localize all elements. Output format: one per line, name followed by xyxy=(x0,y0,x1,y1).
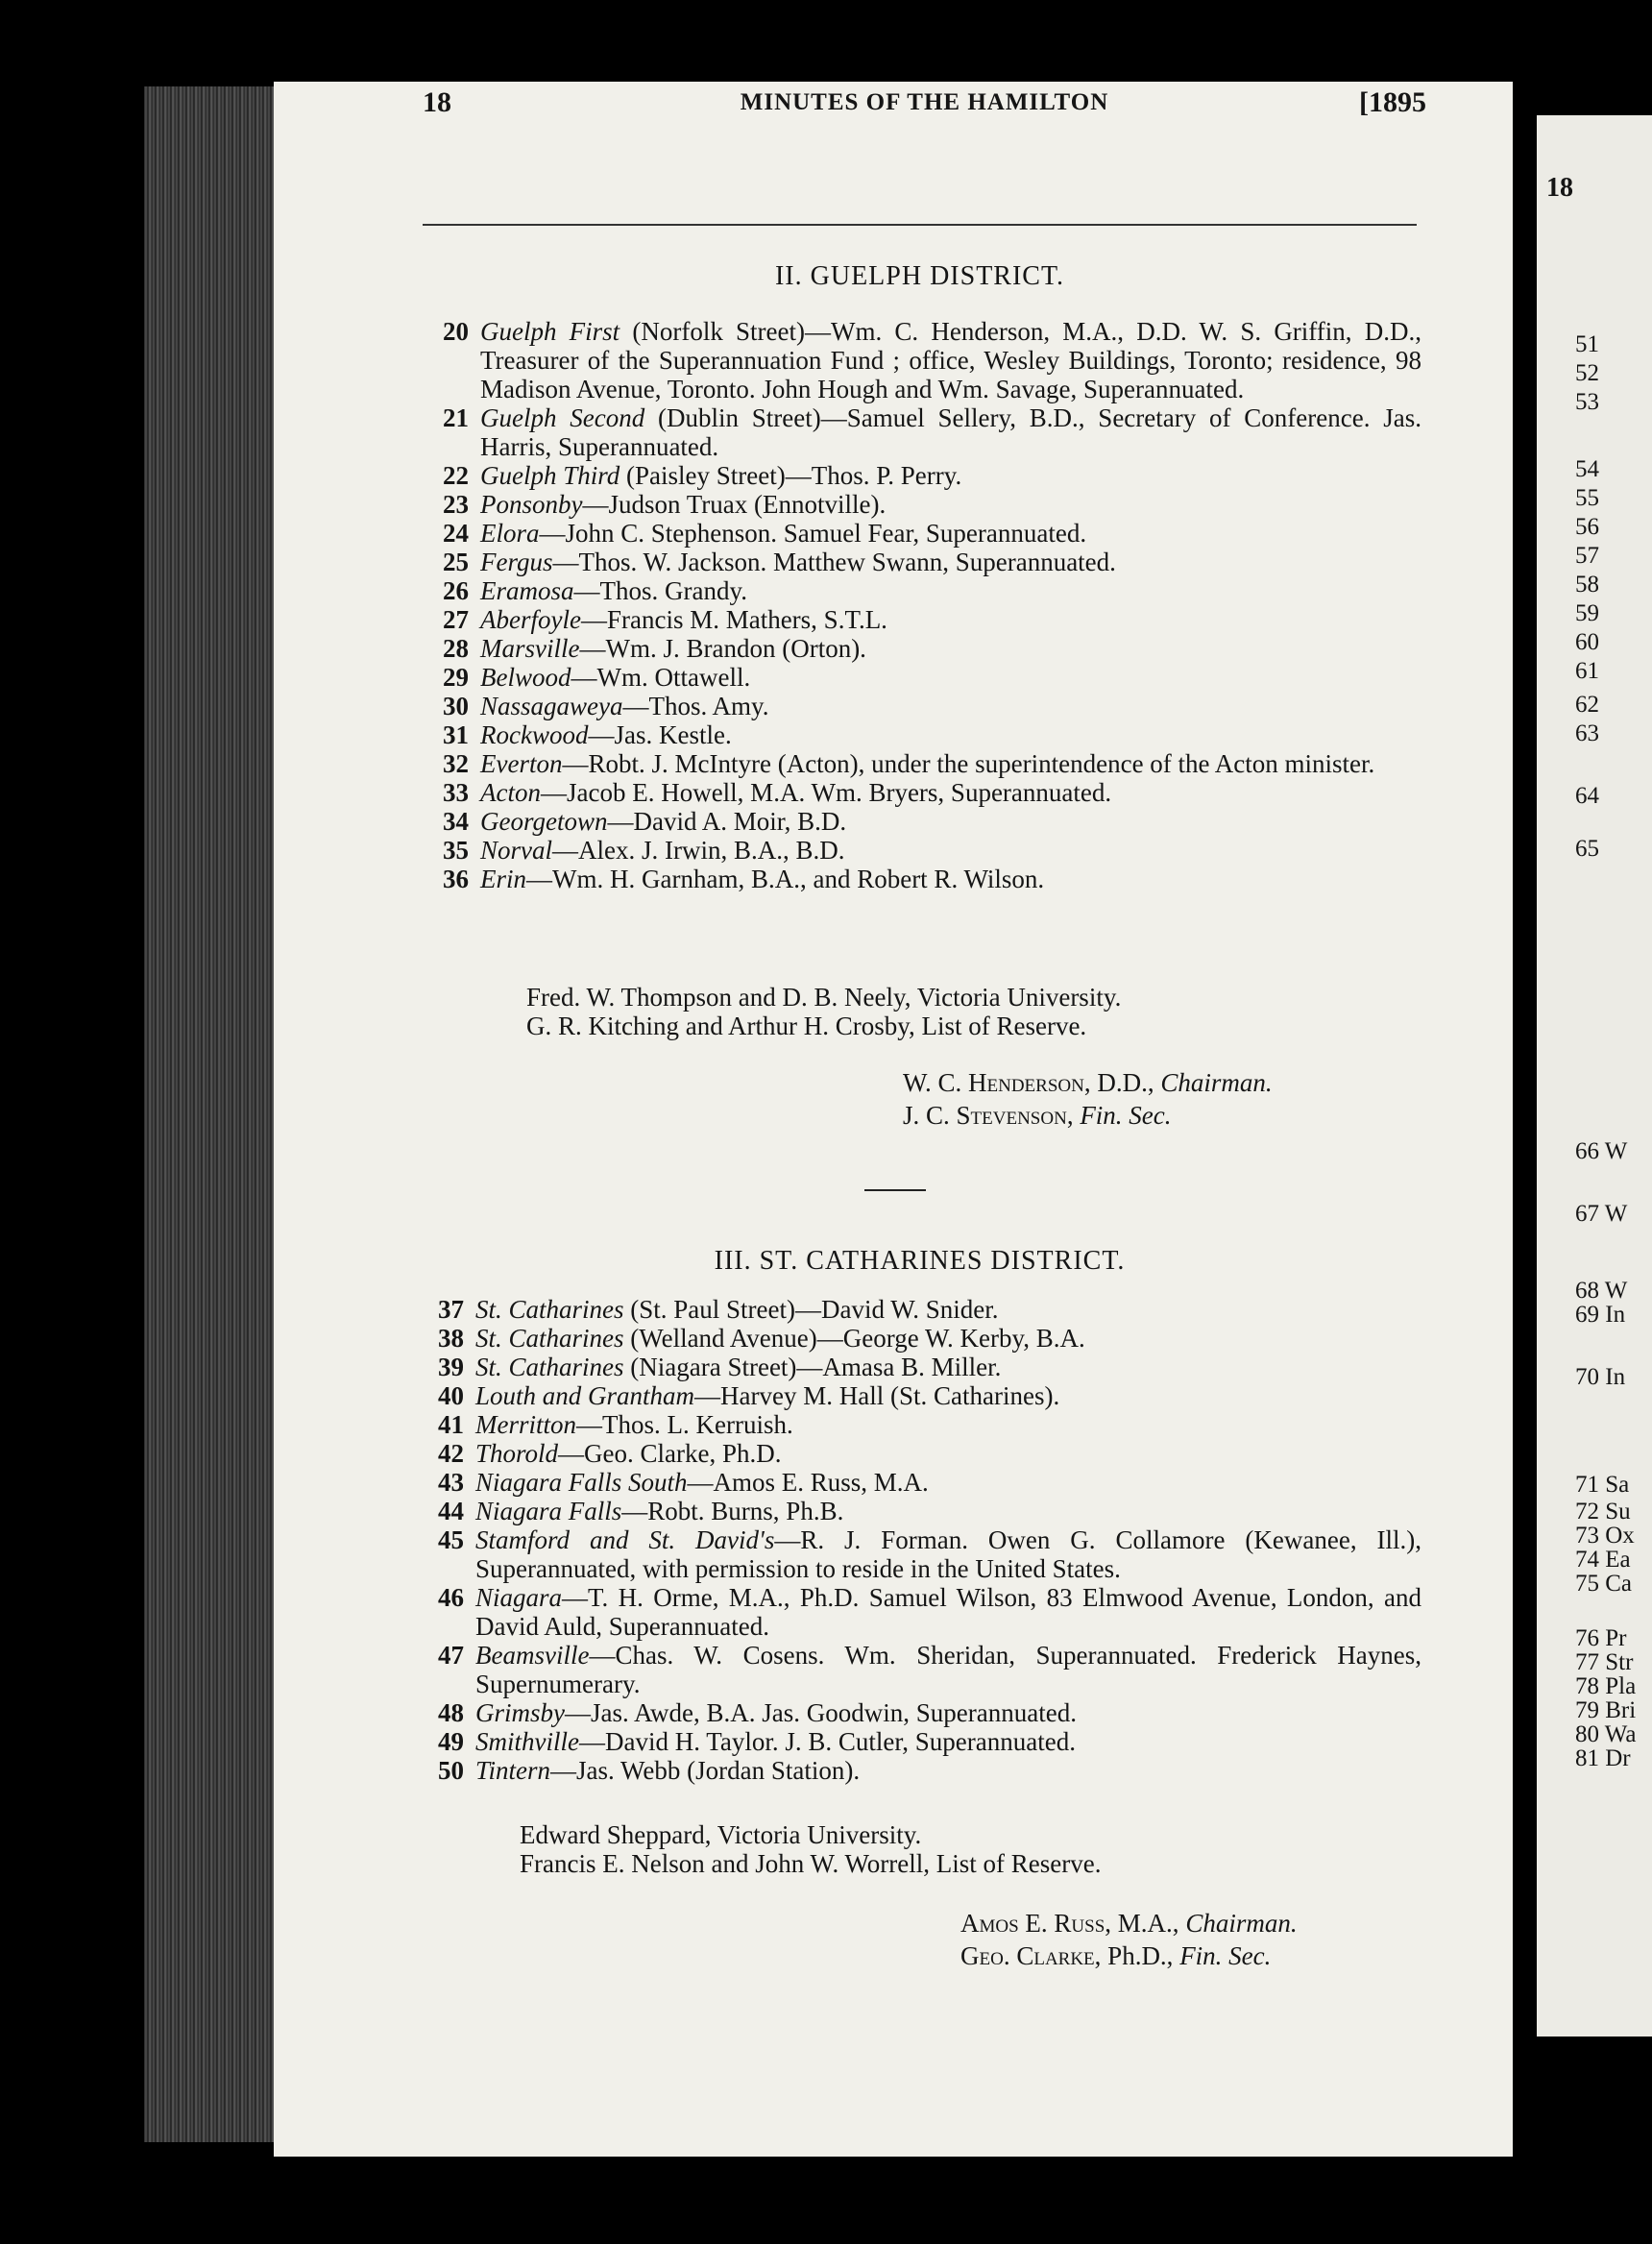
entry-number: 43 xyxy=(438,1468,464,1497)
entry-text xyxy=(480,865,1421,893)
circuit-name: Stamford and St. David's xyxy=(475,1525,775,1554)
entry-number: 42 xyxy=(438,1439,464,1468)
entry-number: 50 xyxy=(438,1756,464,1785)
circuit-name: Guelph First xyxy=(480,317,620,346)
entry-text xyxy=(480,576,1421,605)
entry-number: 48 xyxy=(438,1698,464,1727)
appointment-text: —Jas. Webb (Jordan Station). xyxy=(550,1756,861,1785)
circuit-name: Fergus xyxy=(480,548,553,576)
adjacent-page-line: 72 Su xyxy=(1575,1499,1631,1524)
entry-text xyxy=(475,1295,1421,1324)
appointment-text: —David A. Moir, B.D. xyxy=(607,807,847,836)
circuit-entry xyxy=(418,1525,1421,1583)
circuit-name: Elora xyxy=(480,519,540,548)
circuit-entry xyxy=(423,807,1421,836)
entry-number: 27 xyxy=(443,605,469,634)
adjacent-page-line: 74 Ea xyxy=(1575,1547,1631,1573)
appointment-text: (Welland Avenue)—George W. Kerby, B.A. xyxy=(623,1324,1085,1353)
adjacent-page-line: 51 xyxy=(1575,331,1599,357)
entry-number: 38 xyxy=(438,1324,464,1353)
adjacent-page-line: 61 xyxy=(1575,658,1599,684)
appointment-text: —Robt. J. McIntyre (Acton), under the superintendence of the Acton minister. xyxy=(562,749,1375,778)
entry-text xyxy=(480,692,1421,720)
adjacent-page-line: 81 Dr xyxy=(1575,1745,1631,1771)
circuit-entry xyxy=(423,490,1421,519)
adjacent-page-line: 66 W xyxy=(1575,1138,1628,1164)
entry-text xyxy=(480,720,1421,749)
circuit-name: Everton xyxy=(480,749,563,778)
circuit-entry xyxy=(423,749,1421,778)
adjacent-page-line: 78 Pla xyxy=(1575,1673,1637,1699)
adjacent-page-line: 80 Wa xyxy=(1575,1721,1637,1747)
circuit-name: Ponsonby xyxy=(480,490,583,519)
note-line: Fred. W. Thompson and D. B. Neely, Victoria University. xyxy=(526,983,1122,1012)
entry-text xyxy=(475,1641,1421,1698)
header-rule xyxy=(423,224,1417,226)
circuit-name: Guelph Second xyxy=(480,403,645,432)
adjacent-page-line: 71 Sa xyxy=(1575,1472,1630,1498)
adjacent-page xyxy=(1537,115,1652,2037)
circuit-entry xyxy=(423,692,1421,720)
stcatharines-entries xyxy=(418,1295,1421,1785)
appointment-text: —Wm. Ottawell. xyxy=(571,663,751,692)
chairman-signature: Amos E. Russ, M.A., Chairman. xyxy=(960,1909,1298,1938)
appointment-text: (Niagara Street)—Amasa B. Miller. xyxy=(623,1353,1002,1381)
entry-text xyxy=(480,519,1421,548)
circuit-name: Louth and Grantham xyxy=(475,1381,695,1410)
entry-number: 25 xyxy=(443,548,469,576)
entry-number: 41 xyxy=(438,1410,464,1439)
circuit-name: Marsville xyxy=(480,634,580,663)
circuit-name: Georgetown xyxy=(480,807,608,836)
appointment-text: —Harvey M. Hall (St. Catharines). xyxy=(694,1381,1060,1410)
adjacent-page-line: 68 W xyxy=(1575,1278,1628,1304)
circuit-name: Grimsby xyxy=(475,1698,565,1727)
circuit-name: Thorold xyxy=(475,1439,559,1468)
adjacent-page-line: 63 xyxy=(1575,720,1599,746)
entry-number: 35 xyxy=(443,836,469,865)
adjacent-page-line: 52 xyxy=(1575,360,1599,386)
appointment-text: —Wm. J. Brandon (Orton). xyxy=(579,634,866,663)
appointment-text: —Francis M. Mathers, S.T.L. xyxy=(580,605,887,634)
entry-text xyxy=(480,807,1421,836)
entry-text xyxy=(480,317,1421,403)
entry-number: 36 xyxy=(443,865,469,893)
circuit-name: Niagara Falls South xyxy=(475,1468,688,1497)
circuit-name: Aberfoyle xyxy=(480,605,581,634)
entry-number: 20 xyxy=(443,317,469,346)
entry-text xyxy=(475,1439,1421,1468)
entry-text xyxy=(480,548,1421,576)
circuit-name: Merritton xyxy=(475,1410,576,1439)
circuit-entry xyxy=(423,519,1421,548)
entry-number: 37 xyxy=(438,1295,464,1324)
adjacent-page-line: 67 W xyxy=(1575,1201,1628,1227)
circuit-name: Norval xyxy=(480,836,553,865)
circuit-entry xyxy=(418,1583,1421,1641)
appointment-text: —Thos. Amy. xyxy=(622,692,769,720)
adjacent-page-line: 60 xyxy=(1575,629,1599,655)
adjacent-page-line: 62 xyxy=(1575,692,1599,718)
adjacent-page-line: 76 Pr xyxy=(1575,1625,1627,1651)
appointment-text: (St. Paul Street)—David W. Snider. xyxy=(623,1295,999,1324)
entry-text xyxy=(475,1583,1421,1641)
appointment-text: —Jas. Kestle. xyxy=(588,720,732,749)
fin-sec-signature: Geo. Clarke, Ph.D., Fin. Sec. xyxy=(960,1941,1272,1970)
circuit-name: St. Catharines xyxy=(475,1324,624,1353)
entry-text xyxy=(475,1525,1421,1583)
appointment-text: —Geo. Clarke, Ph.D. xyxy=(558,1439,782,1468)
stcatharines-notes xyxy=(520,1820,1101,1878)
entry-text xyxy=(475,1468,1421,1497)
appointment-text: —T. H. Orme, M.A., Ph.D. Samuel Wilson, 83 Elmwood Avenue, London, and David Auld, Superannuated. xyxy=(475,1583,1421,1641)
circuit-entry xyxy=(418,1295,1421,1324)
entry-text xyxy=(480,634,1421,663)
circuit-entry xyxy=(423,576,1421,605)
adjacent-page-line: 57 xyxy=(1575,543,1599,569)
appointment-text: —Thos. Grandy. xyxy=(573,576,747,605)
adjacent-page-line: 69 In xyxy=(1575,1302,1626,1328)
entry-text xyxy=(480,490,1421,519)
entry-text xyxy=(475,1756,1421,1785)
entry-number: 40 xyxy=(438,1381,464,1410)
adjacent-page-line: 70 In xyxy=(1575,1364,1626,1390)
appointment-text: —Alex. J. Irwin, B.A., B.D. xyxy=(552,836,845,865)
entry-number: 34 xyxy=(443,807,469,836)
circuit-name: Eramosa xyxy=(480,576,574,605)
entry-text xyxy=(475,1727,1421,1756)
circuit-name: Tintern xyxy=(475,1756,551,1785)
circuit-entry xyxy=(418,1439,1421,1468)
entry-text xyxy=(480,836,1421,865)
adjacent-page-line: 56 xyxy=(1575,514,1599,540)
page-header xyxy=(423,86,1426,125)
adjacent-page-line: 54 xyxy=(1575,456,1599,482)
circuit-entry xyxy=(423,663,1421,692)
circuit-entry xyxy=(423,634,1421,663)
entry-number: 21 xyxy=(443,403,469,432)
circuit-entry xyxy=(423,317,1421,403)
circuit-name: Smithville xyxy=(475,1727,579,1756)
entry-text xyxy=(480,461,1421,490)
circuit-name: Niagara Falls xyxy=(475,1497,622,1525)
appointment-text: —Jacob E. Howell, M.A. Wm. Bryers, Superannuated. xyxy=(540,778,1112,807)
circuit-name: Guelph Third xyxy=(480,461,620,490)
circuit-entry xyxy=(423,548,1421,576)
entry-number: 45 xyxy=(438,1525,464,1554)
adjacent-page-line: 18 xyxy=(1546,173,1573,203)
stcatharines-signatures xyxy=(960,1907,1298,1972)
entry-text xyxy=(480,605,1421,634)
entry-number: 28 xyxy=(443,634,469,663)
entry-text xyxy=(475,1353,1421,1381)
entry-text xyxy=(475,1381,1421,1410)
entry-text xyxy=(480,663,1421,692)
entry-number: 49 xyxy=(438,1727,464,1756)
circuit-entry xyxy=(418,1497,1421,1525)
entry-text xyxy=(475,1324,1421,1353)
adjacent-page-line: 79 Bri xyxy=(1575,1697,1637,1723)
entry-text xyxy=(480,778,1421,807)
entry-number: 24 xyxy=(443,519,469,548)
guelph-notes xyxy=(526,983,1121,1040)
circuit-entry xyxy=(418,1381,1421,1410)
guelph-signatures xyxy=(903,1066,1273,1132)
page-year: [1895 xyxy=(1359,86,1426,118)
note-line: Francis E. Nelson and John W. Worrell, List of Reserve. xyxy=(520,1849,1102,1878)
entry-text xyxy=(480,749,1421,778)
entry-number: 29 xyxy=(443,663,469,692)
entry-number: 46 xyxy=(438,1583,464,1612)
adjacent-page-line: 73 Ox xyxy=(1575,1523,1635,1549)
appointment-text: (Dublin Street)—Samuel Sellery, B.D., Secretary of Conference. Jas. Harris, Superannuated. xyxy=(480,403,1421,461)
adjacent-page-line: 53 xyxy=(1575,389,1599,415)
adjacent-page-line: 58 xyxy=(1575,572,1599,598)
circuit-entry xyxy=(418,1756,1421,1785)
circuit-name: Erin xyxy=(480,865,527,893)
entry-text xyxy=(475,1698,1421,1727)
appointment-text: (Norfolk Street)—Wm. C. Henderson, M.A., D.D. W. S. Griffin, D.D., Treasurer of the Superannuation Fund ; office, Wesley Buildings, Toronto; residence, 98 Madison Avenue, Toronto. John Hough and Wm. Savage, Superannuated. xyxy=(480,317,1421,403)
entry-number: 31 xyxy=(443,720,469,749)
adjacent-page-line: 77 Str xyxy=(1575,1649,1634,1675)
appointment-text: —David H. Taylor. J. B. Cutler, Superannuated. xyxy=(578,1727,1076,1756)
adjacent-page-line: 55 xyxy=(1575,485,1599,511)
page-number: 18 xyxy=(423,86,451,118)
circuit-name: Acton xyxy=(480,778,541,807)
circuit-name: Rockwood xyxy=(480,720,589,749)
entry-number: 22 xyxy=(443,461,469,490)
entry-number: 47 xyxy=(438,1641,464,1670)
circuit-entry xyxy=(423,865,1421,893)
appointment-text: —Judson Truax (Ennotville). xyxy=(582,490,887,519)
note-line: G. R. Kitching and Arthur H. Crosby, List of Reserve. xyxy=(526,1012,1087,1040)
appointment-text: —Thos. W. Jackson. Matthew Swann, Superannuated. xyxy=(552,548,1116,576)
chairman-signature: W. C. Henderson, D.D., Chairman. xyxy=(903,1068,1273,1097)
entry-text xyxy=(475,1497,1421,1525)
entry-number: 30 xyxy=(443,692,469,720)
circuit-name: Nassagaweya xyxy=(480,692,623,720)
stcatharines-district-heading: III. ST. CATHARINES DISTRICT. xyxy=(714,1246,1126,1276)
book-page-edges xyxy=(144,86,279,2142)
circuit-entry xyxy=(423,461,1421,490)
guelph-district-heading: II. GUELPH DISTRICT. xyxy=(774,261,1064,291)
running-title: MINUTES OF THE HAMILTON xyxy=(740,89,1109,115)
circuit-entry xyxy=(423,605,1421,634)
entry-text xyxy=(480,403,1421,461)
entry-text xyxy=(475,1410,1421,1439)
appointment-text: —Robt. Burns, Ph.B. xyxy=(621,1497,844,1525)
adjacent-page-line: 65 xyxy=(1575,836,1599,862)
appointment-text: —Chas. W. Cosens. Wm. Sheridan, Superannuated. Frederick Haynes, Supernumerary. xyxy=(475,1641,1421,1698)
entry-number: 39 xyxy=(438,1353,464,1381)
appointment-text: —Jas. Awde, B.A. Jas. Goodwin, Superannuated. xyxy=(565,1698,1077,1727)
circuit-entry xyxy=(423,778,1421,807)
circuit-entry xyxy=(418,1468,1421,1497)
circuit-name: St. Catharines xyxy=(475,1353,624,1381)
circuit-name: Belwood xyxy=(480,663,571,692)
adjacent-page-line: 59 xyxy=(1575,600,1599,626)
appointment-text: —Wm. H. Garnham, B.A., and Robert R. Wilson. xyxy=(526,865,1045,893)
entry-number: 33 xyxy=(443,778,469,807)
circuit-entry xyxy=(423,720,1421,749)
entry-number: 23 xyxy=(443,490,469,519)
circuit-entry xyxy=(418,1353,1421,1381)
circuit-name: St. Catharines xyxy=(475,1295,624,1324)
appointment-text: (Paisley Street)—Thos. P. Perry. xyxy=(620,461,962,490)
appointment-text: —R. J. Forman. Owen G. Collamore (Kewanee, Ill.), Superannuated, with permission to reside in the United States. xyxy=(475,1525,1421,1583)
circuit-name: Niagara xyxy=(475,1583,563,1612)
circuit-entry xyxy=(418,1641,1421,1698)
adjacent-page-line: 75 Ca xyxy=(1575,1571,1633,1597)
entry-number: 26 xyxy=(443,576,469,605)
circuit-entry xyxy=(423,403,1421,461)
circuit-entry xyxy=(418,1410,1421,1439)
entry-number: 32 xyxy=(443,749,469,778)
note-line: Edward Sheppard, Victoria University. xyxy=(520,1820,922,1849)
appointment-text: —John C. Stephenson. Samuel Fear, Superannuated. xyxy=(539,519,1087,548)
guelph-entries xyxy=(423,317,1421,893)
appointment-text: —Thos. L. Kerruish. xyxy=(576,1410,793,1439)
adjacent-page-line: 64 xyxy=(1575,783,1599,809)
fin-sec-signature: J. C. Stevenson, Fin. Sec. xyxy=(903,1101,1172,1130)
circuit-entry xyxy=(418,1727,1421,1756)
circuit-entry xyxy=(418,1324,1421,1353)
section-divider xyxy=(864,1189,926,1191)
circuit-entry xyxy=(418,1698,1421,1727)
entry-number: 44 xyxy=(438,1497,464,1525)
circuit-name: Beamsville xyxy=(475,1641,590,1670)
appointment-text: —Amos E. Russ, M.A. xyxy=(687,1468,929,1497)
circuit-entry xyxy=(423,836,1421,865)
